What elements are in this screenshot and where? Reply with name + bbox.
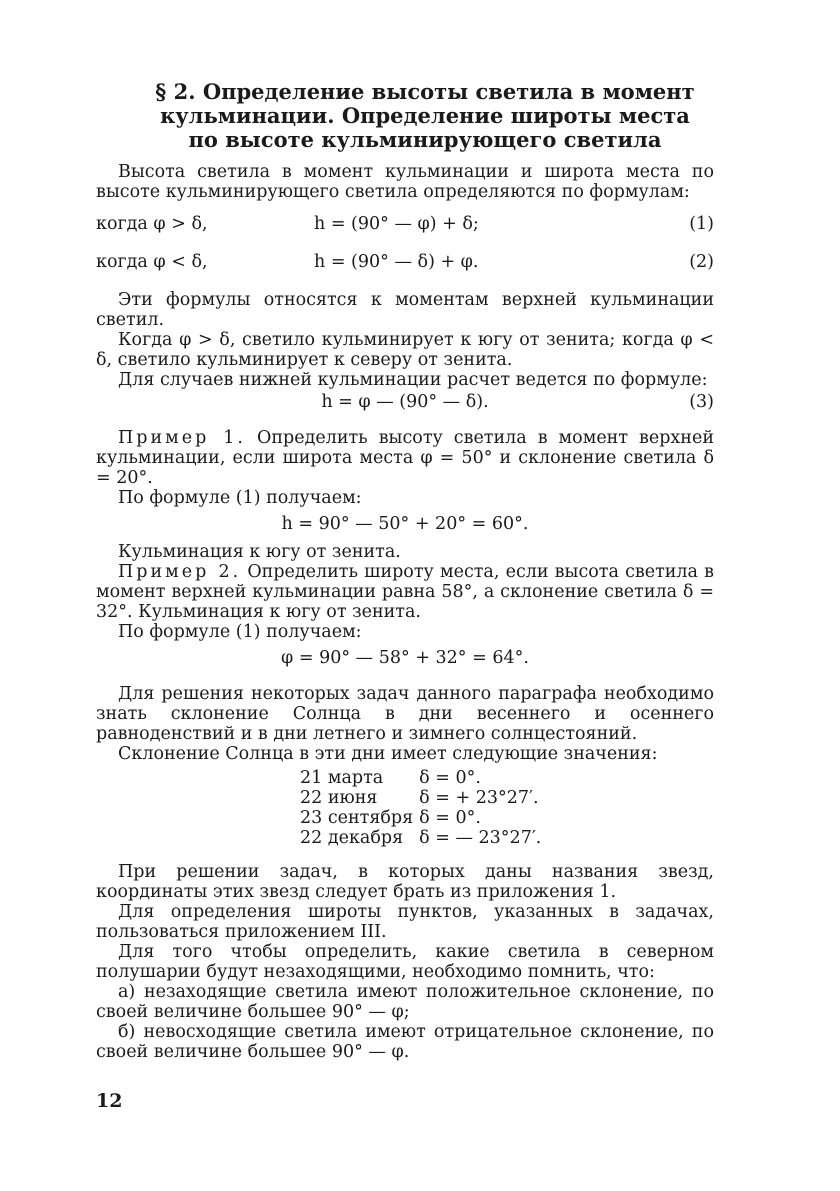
example-1-paragraph bbox=[96, 428, 714, 488]
example-1-label: Пример 1. bbox=[118, 428, 246, 448]
formula-1-condition: когда φ > δ, bbox=[96, 214, 208, 234]
declination-value: δ = — 23°27′. bbox=[419, 828, 542, 848]
table-row bbox=[300, 788, 547, 808]
example-1-text: Определить высоту светила в момент верхней кульминации, если широта места φ = 50° и склонение светила δ = 20°. bbox=[96, 428, 714, 488]
example-1-calculation bbox=[96, 512, 714, 536]
intro-paragraph: Высота светила в момент кульминации и широта места по высоте кульминирующего светила определяются по формулам: bbox=[96, 162, 714, 202]
example-2-text: Определить широту места, если высота светила в момент верхней кульминации равна 58°, а склонение светила δ = 32°. Кульминация к югу от зенита. bbox=[96, 562, 714, 622]
declination-date: 21 марта bbox=[300, 768, 384, 788]
formula-2-condition: когда φ < δ, bbox=[96, 252, 208, 272]
table-row bbox=[300, 828, 547, 848]
example-1-calc: h = 90° — 50° + 20° = 60°. bbox=[281, 514, 529, 534]
example-2-calculation bbox=[96, 646, 714, 670]
declination-table bbox=[300, 768, 547, 848]
south-north-paragraph: Когда φ > δ, светило кульминирует к югу от зенита; когда φ < δ, светило кульминирует к северу от зенита. bbox=[96, 330, 714, 370]
table-row bbox=[300, 808, 547, 828]
example-1-by-formula: По формуле (1) получаем: bbox=[118, 488, 362, 508]
example-1-result: Кульминация к югу от зенита. bbox=[118, 542, 401, 562]
heading-line-1: § 2. Определение высоты светила в момент bbox=[155, 79, 695, 104]
example-2-calc: φ = 90° — 58° + 32° = 64°. bbox=[281, 648, 529, 668]
section-heading bbox=[136, 80, 714, 152]
lower-culmination-paragraph: Для случаев нижней кульминации расчет ведется по формуле: bbox=[118, 370, 708, 390]
declination-value: δ = 0°. bbox=[419, 768, 481, 788]
declination-value: δ = + 23°27′. bbox=[419, 788, 539, 808]
nonsetting-paragraph: Для того чтобы определить, какие светила в северном полушарии будут незаходящими, необходимо помнить, что: bbox=[96, 942, 714, 982]
declination-values-intro: Склонение Солнца в эти дни имеет следующие значения: bbox=[118, 744, 658, 764]
example-2-label: Пример 2. bbox=[118, 562, 242, 582]
upper-culmination-paragraph: Эти формулы относятся к моментам верхней кульминации светил. bbox=[96, 290, 714, 330]
heading-line-2: кульминации. Определение широты места bbox=[160, 103, 690, 128]
star-coordinates-paragraph: При решении задач, в которых даны названия звезд, координаты этих звезд следует брать из приложения 1. bbox=[96, 862, 714, 902]
formula-3-number: (3) bbox=[689, 392, 714, 412]
declination-date: 22 декабря bbox=[300, 828, 404, 848]
heading-line-3: по высоте кульминирующего светила bbox=[188, 127, 662, 152]
item-b: б) невосходящие светила имеют отрицательное склонение, по своей величине большее 90° — φ. bbox=[96, 1022, 714, 1062]
example-2-by-formula: По формуле (1) получаем: bbox=[118, 622, 362, 642]
formula-3 bbox=[96, 390, 714, 414]
table-row bbox=[300, 768, 547, 788]
declination-date: 23 сентября bbox=[300, 808, 414, 828]
item-a: а) незаходящие светила имеют положительное склонение, по своей величине большее 90° — φ; bbox=[96, 982, 714, 1022]
page-number: 12 bbox=[96, 1090, 123, 1112]
formula-2-number: (2) bbox=[689, 252, 714, 272]
solar-declination-intro: Для решения некоторых задач данного параграфа необходимо знать склонение Солнца в дни весеннего и осеннего равноденствий и в дни летнего и зимнего солнцестояний. bbox=[96, 684, 714, 744]
formula-1 bbox=[96, 212, 714, 236]
formula-1-expression: h = (90° — φ) + δ; bbox=[314, 214, 479, 234]
declination-date: 22 июня bbox=[300, 788, 378, 808]
formula-2-expression: h = (90° — δ) + φ. bbox=[314, 252, 479, 272]
example-2-paragraph bbox=[96, 562, 714, 622]
declination-value: δ = 0°. bbox=[419, 808, 481, 828]
formula-3-expression: h = φ — (90° — δ). bbox=[321, 392, 489, 412]
formula-1-number: (1) bbox=[689, 214, 714, 234]
formula-2 bbox=[96, 250, 714, 274]
latitude-paragraph: Для определения широты пунктов, указанных в задачах, пользоваться приложением III. bbox=[96, 902, 714, 942]
